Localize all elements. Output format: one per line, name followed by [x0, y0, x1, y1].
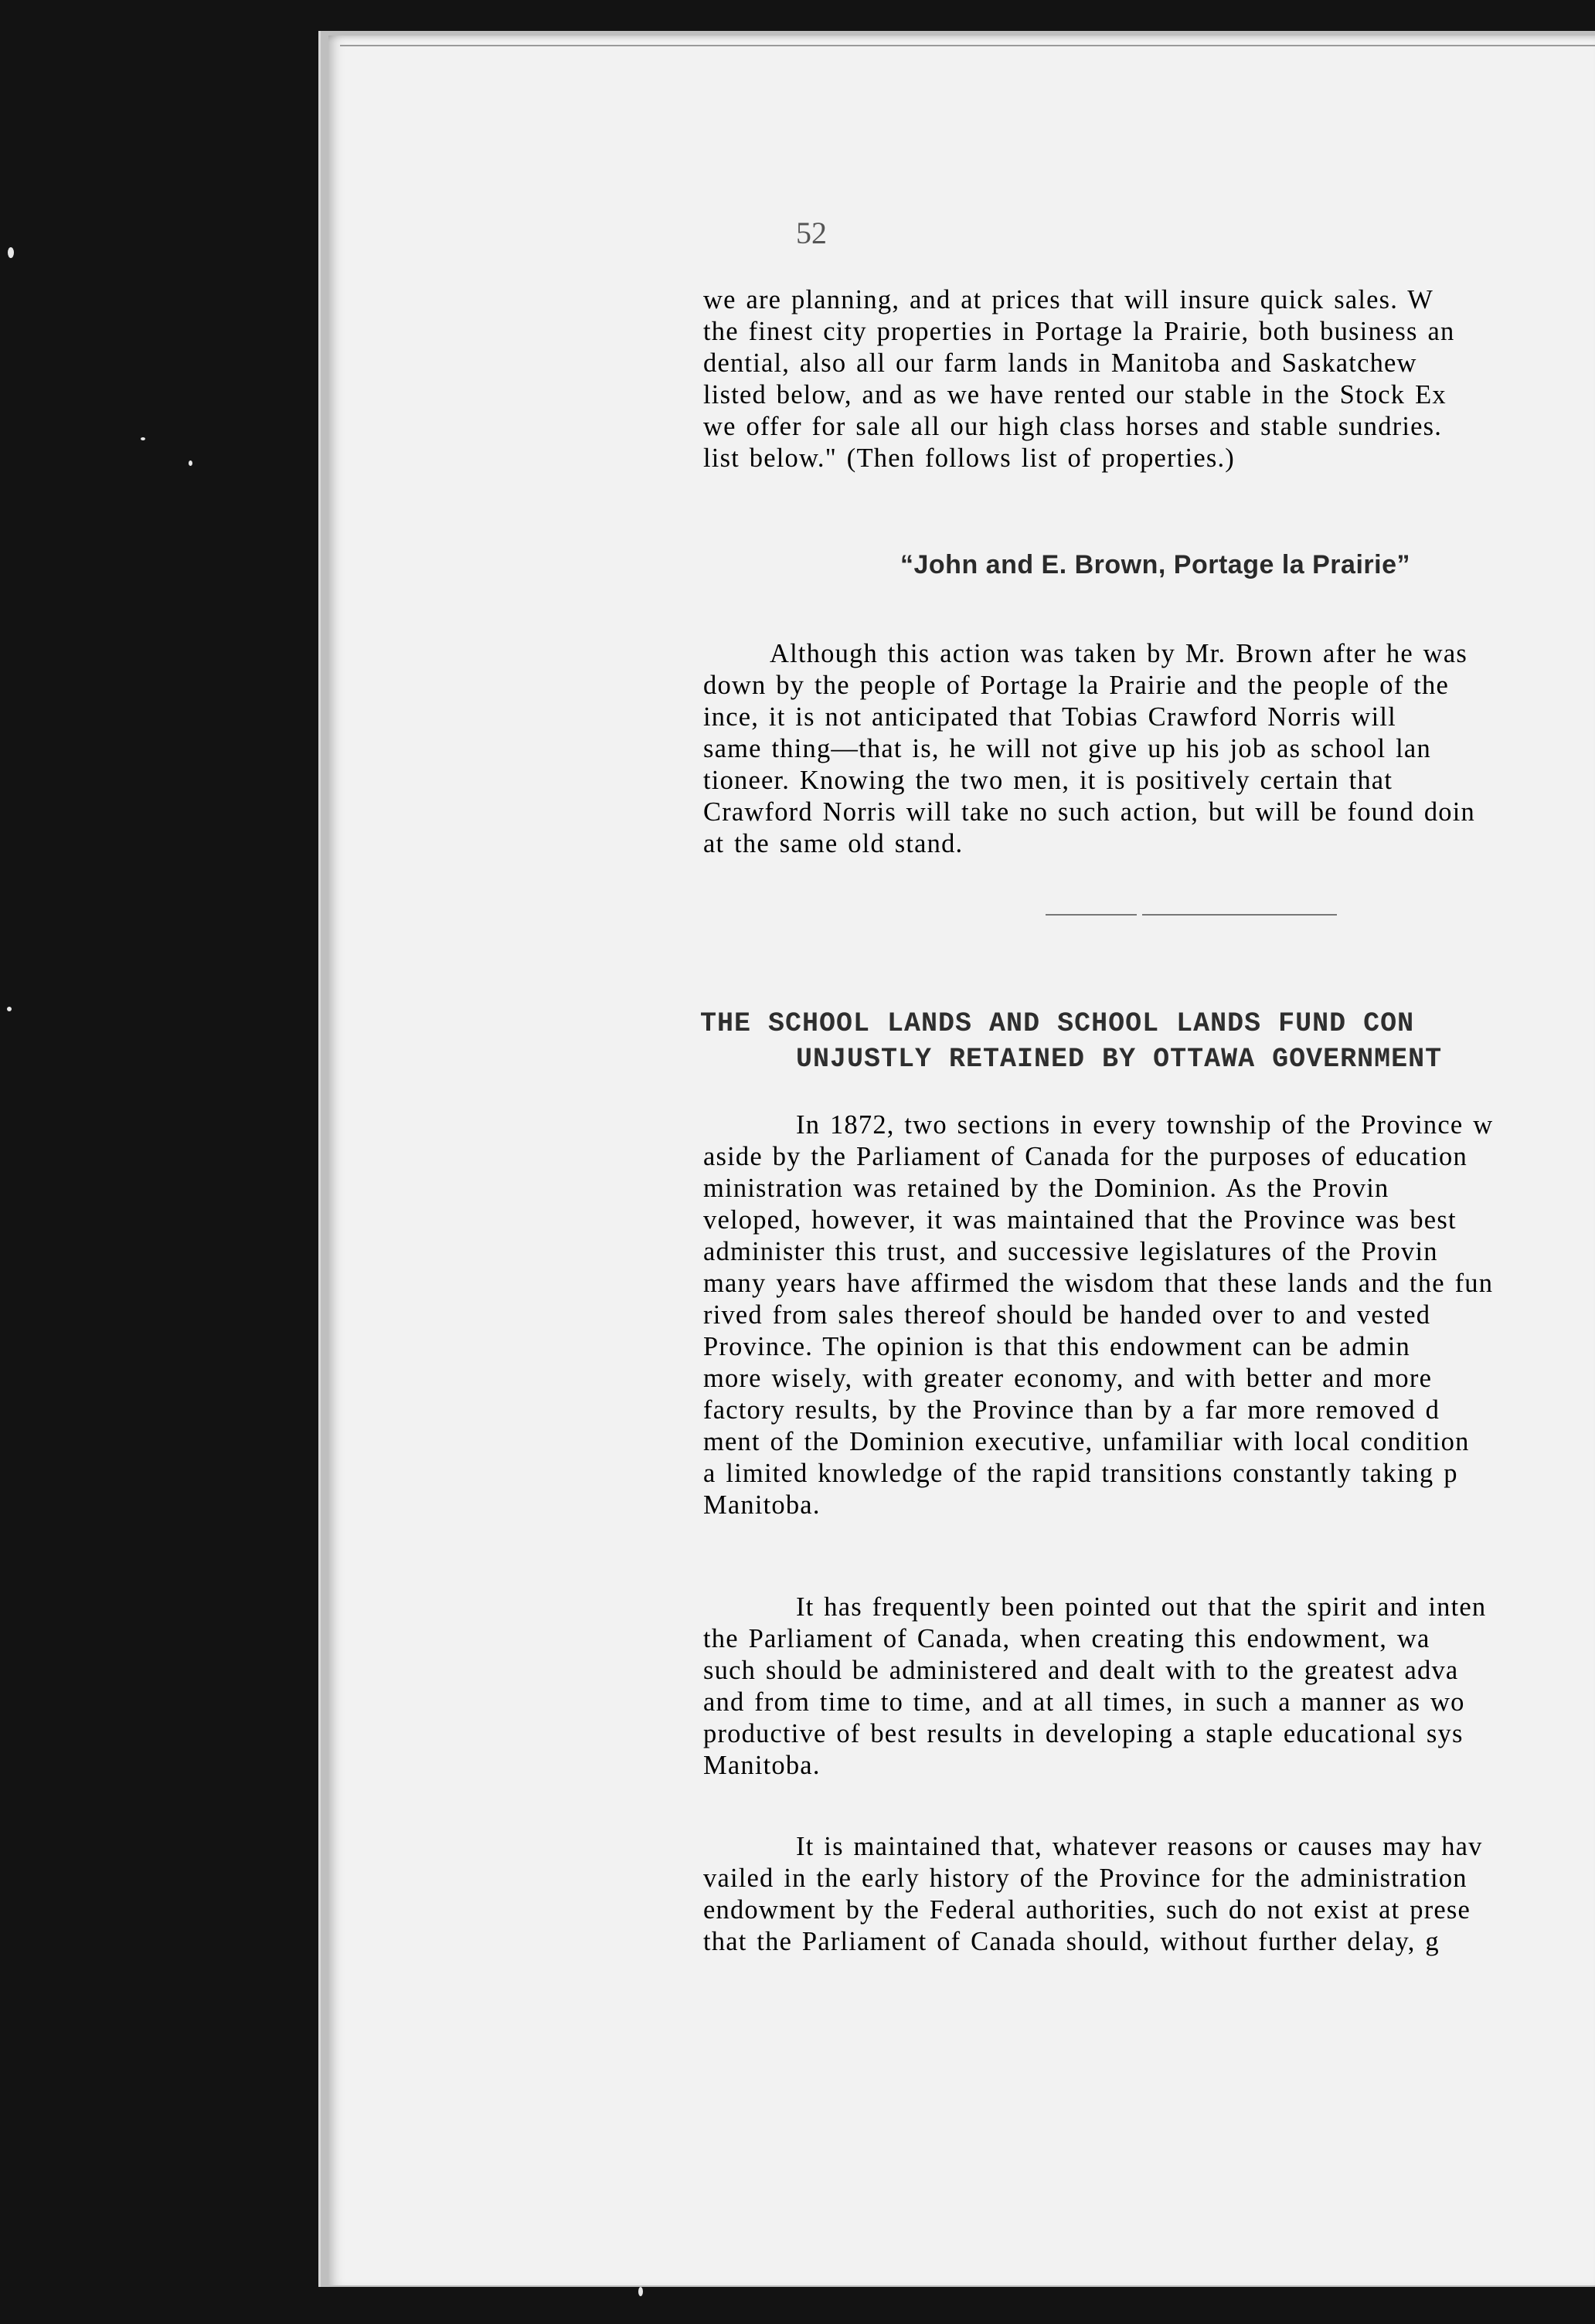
dust-speck [141, 437, 145, 440]
text-line: we offer for sale all our high class horses and stable sundries. [703, 412, 1443, 441]
text-line: administer this trust, and successive legislatures of the Provin [703, 1237, 1438, 1266]
text-line: veloped, however, it was maintained that the Province was best [703, 1205, 1457, 1235]
text-line: list below." (Then follows list of properties.) [703, 443, 1235, 473]
text-line: such should be administered and dealt with to the greatest adva [703, 1656, 1459, 1685]
text-line: many years have affirmed the wisdom that these lands and the fun [703, 1269, 1494, 1298]
text-line: It is maintained that, whatever reasons or causes may hav [796, 1832, 1483, 1861]
text-line: down by the people of Portage la Prairie and the people of the [703, 671, 1449, 700]
text-line: listed below, and as we have rented our stable in the Stock Ex [703, 380, 1447, 409]
school-lands-paragraph [703, 1109, 1493, 1521]
text-line: vailed in the early history of the Province for the administration [703, 1864, 1467, 1893]
text-line: rived from sales thereof should be handed over to and vested [703, 1300, 1431, 1330]
signature-heading: “John and E. Brown, Portage la Prairie” [900, 550, 1410, 579]
text-line: ment of the Dominion executive, unfamiliar with local condition [703, 1427, 1470, 1456]
text-line: ministration was retained by the Dominion. As the Provin [703, 1174, 1389, 1203]
text-line: Manitoba. [703, 1490, 821, 1520]
spirit-intent-paragraph [703, 1592, 1486, 1782]
page-edge [340, 45, 1595, 54]
text-line: aside by the Parliament of Canada for the purposes of education [703, 1142, 1467, 1171]
section-divider [1142, 914, 1337, 916]
text-line: Crawford Norris will take no such action, but will be found doin [703, 797, 1475, 827]
text-line: In 1872, two sections in every township of the Province w [796, 1110, 1494, 1140]
text-line: factory results, by the Province than by a far more removed d [703, 1395, 1440, 1425]
text-line: Manitoba. [703, 1751, 821, 1780]
federal-administration-paragraph [703, 1831, 1483, 1958]
text-line: It has frequently been pointed out that the spirit and inten [796, 1592, 1487, 1622]
text-line: dential, also all our farm lands in Manitoba and Saskatchew [703, 348, 1417, 378]
text-line: the finest city properties in Portage la Prairie, both business an [703, 317, 1455, 346]
text-line: more wisely, with greater economy, and with better and more [703, 1364, 1433, 1393]
text-line: a limited knowledge of the rapid transitions constantly taking p [703, 1459, 1458, 1488]
text-line: Province. The opinion is that this endowment can be admin [703, 1332, 1410, 1361]
text-line: that the Parliament of Canada should, without further delay, g [703, 1927, 1440, 1956]
text-line: at the same old stand. [703, 829, 964, 858]
dust-speck [8, 247, 14, 258]
intro-paragraph [703, 284, 1454, 474]
section-title-line: THE SCHOOL LANDS AND SCHOOL LANDS FUND CON [700, 1008, 1415, 1039]
dust-speck [7, 1007, 12, 1011]
text-line: same thing—that is, he will not give up his job as school lan [703, 734, 1431, 763]
section-title-line: UNJUSTLY RETAINED BY OTTAWA GOVERNMENT [796, 1044, 1443, 1075]
text-line: and from time to time, and at all times, in such a manner as wo [703, 1687, 1465, 1717]
text-line: endowment by the Federal authorities, such do not exist at prese [703, 1895, 1471, 1925]
text-line: productive of best results in developing a staple educational sys [703, 1719, 1464, 1748]
section-divider [1046, 914, 1137, 916]
text-line: Although this action was taken by Mr. Brown after he was [770, 639, 1467, 668]
text-line: tioneer. Knowing the two men, it is positively certain that [703, 766, 1393, 795]
brown-paragraph [703, 638, 1475, 860]
text-line: ince, it is not anticipated that Tobias Crawford Norris will [703, 702, 1396, 732]
dust-speck [638, 2287, 643, 2296]
text-line: we are planning, and at prices that will insure quick sales. W [703, 285, 1434, 314]
text-line: the Parliament of Canada, when creating this endowment, wa [703, 1624, 1430, 1653]
page-number: 52 [796, 216, 827, 250]
dust-speck [189, 460, 192, 466]
